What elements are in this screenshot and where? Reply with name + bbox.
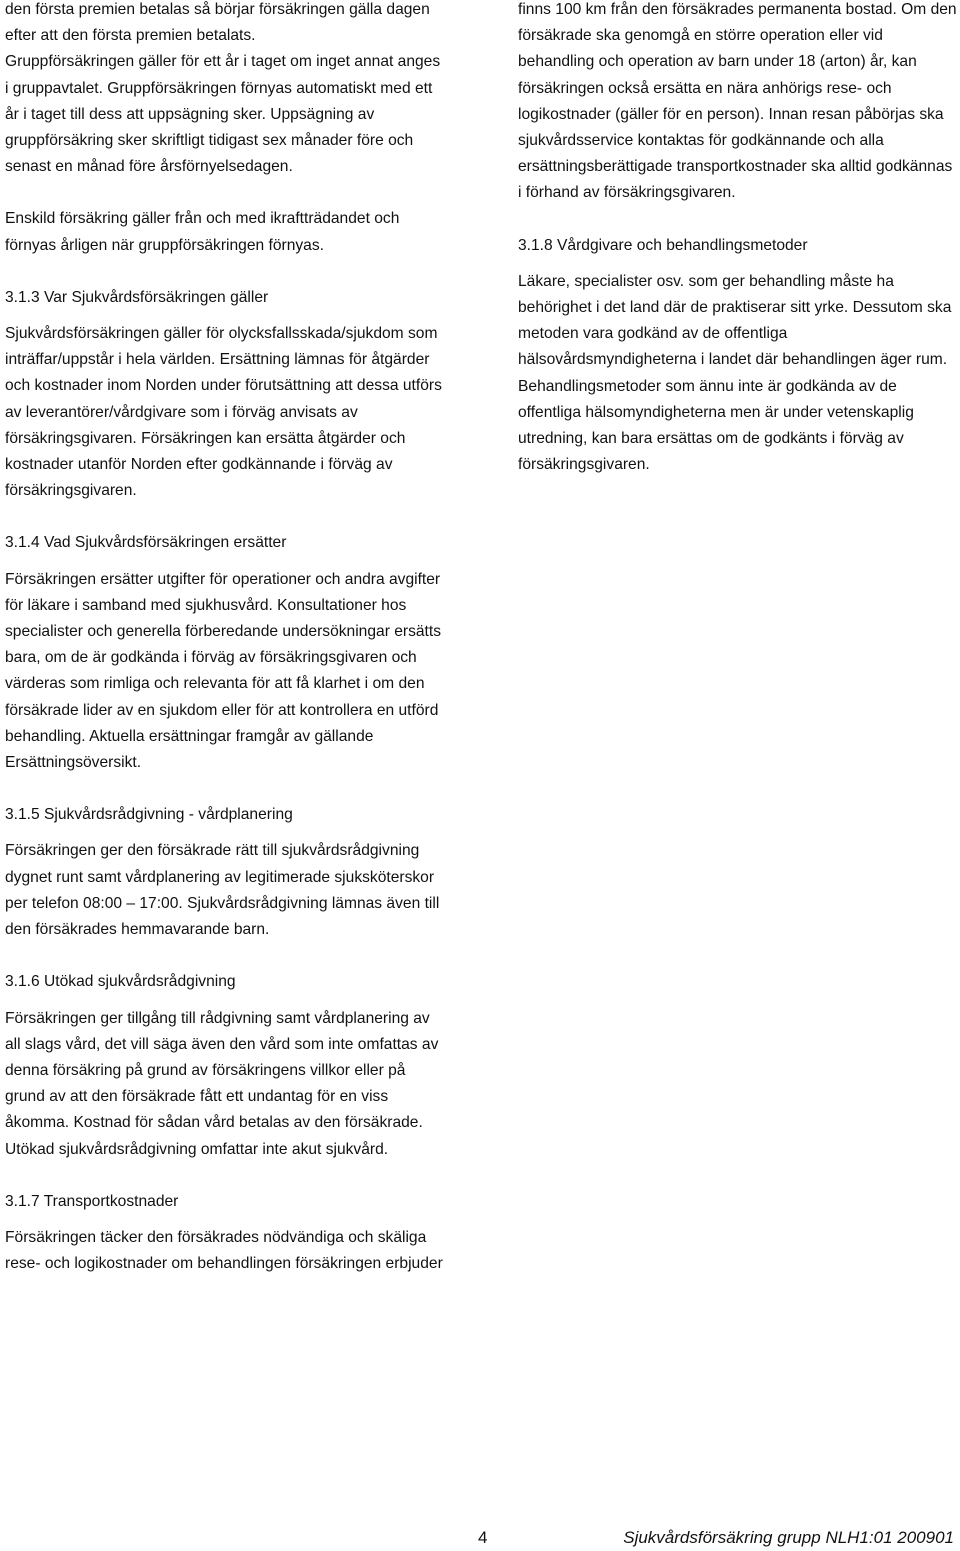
paragraph-3-1-6	[5, 1006, 455, 1163]
text-line: och kostnader inom Norden under förutsättning att dessa utförs	[5, 377, 442, 395]
text-line: denna försäkring på grund av försäkringens villkor eller på	[5, 1061, 406, 1079]
text-line: den första premien betalas så börjar försäkringen gälla dagen	[5, 1, 430, 18]
text-line: för läkare i samband med sjukhusvård. Konsultationer hos	[5, 596, 407, 614]
page-footer	[0, 1525, 960, 1551]
text-line: försäkrade lider av en sjukdom eller för att kontrollera en utförd	[5, 701, 439, 719]
text-line: dygnet runt samt vårdplanering av legitimerade sjuksköterskor	[5, 868, 435, 886]
text-line: av leverantörer/vårdgivare som i förväg anvisats av	[5, 403, 358, 421]
text-line: metoden vara godkänd av de offentliga	[518, 325, 788, 343]
text-line: hälsovårdsmyndigheterna i landet där behandlingen äger rum.	[518, 351, 948, 369]
text-line: efter att den första premien betalats.	[5, 27, 256, 45]
text-line: Behandlingsmetoder som ännu inte är godkända av de	[518, 377, 897, 395]
text-line: inträffar/uppstår i hela världen. Ersättning lämnas för åtgärder	[5, 351, 430, 369]
text-line: försäkrade ska genomgå en större operation eller vid	[518, 27, 883, 45]
text-line: förnyas årligen när gruppförsäkringen förnyas.	[5, 236, 324, 254]
text-line: värderas som rimliga och relevanta för att få klarhet i om den	[5, 675, 425, 693]
text-line: specialister och generella förberedande undersökningar ersätts	[5, 623, 442, 641]
text-line: logikostnader (gäller för en person). Innan resan påbörjas ska	[518, 105, 944, 123]
text-line: ersättningsberättigade transportkostnader ska alltid godkännas	[518, 158, 953, 176]
text-line: finns 100 km från den försäkrades permanenta bostad. Om den	[518, 1, 957, 18]
section-heading-3-1-4: 3.1.4 Vad Sjukvårdsförsäkringen ersätter	[5, 534, 287, 552]
text-line: Försäkringen ger den försäkrade rätt till sjukvårdsrådgivning	[5, 842, 420, 860]
text-line: Gruppförsäkringen gäller för ett år i taget om inget annat anges	[5, 53, 441, 71]
text-line: behandling och operation av barn under 18 (arton) år, kan	[518, 53, 917, 71]
text-line: Läkare, specialister osv. som ger behandling måste ha	[518, 272, 894, 290]
left-column	[5, 0, 455, 1277]
section-heading-3-1-5: 3.1.5 Sjukvårdsrådgivning - vårdplanering	[5, 806, 293, 824]
text-line: behörighet i det land där de praktiserar sitt yrke. Dessutom ska	[518, 299, 952, 317]
text-line: Enskild försäkring gäller från och med ikraftträdandet och	[5, 210, 400, 228]
text-line: Försäkringen täcker den försäkrades nödvändiga och skäliga	[5, 1228, 427, 1246]
section-heading-3-1-8: 3.1.8 Vårdgivare och behandlingsmetoder	[518, 236, 808, 254]
document-identifier: Sjukvårdsförsäkring grupp NLH1:01 200901	[623, 1528, 954, 1547]
text-line: offentliga hälsomyndigheterna men är under vetenskaplig	[518, 403, 914, 421]
section-heading-3-1-7: 3.1.7 Transportkostnader	[5, 1192, 179, 1210]
text-line: all slags vård, det vill säga även den vård som inte omfattas av	[5, 1035, 439, 1053]
paragraph-intro	[5, 0, 455, 180]
paragraph-enskild	[5, 206, 455, 258]
text-line: Sjukvårdsförsäkringen gäller för olycksfallsskada/sjukdom som	[5, 325, 438, 343]
paragraph-3-1-5	[5, 838, 455, 943]
text-line: Försäkringen ersätter utgifter för operationer och andra avgifter	[5, 570, 441, 588]
page-number: 4	[478, 1528, 488, 1547]
text-line: Ersättningsöversikt.	[5, 754, 142, 772]
text-line: försäkringsgivaren.	[518, 456, 650, 474]
paragraph-3-1-3	[5, 321, 455, 504]
text-line: bara, om de är godkända i förväg av försäkringsgivaren och	[5, 649, 417, 667]
text-line: år i taget till dess att uppsägning sker. Uppsägning av	[5, 105, 375, 123]
text-line: den försäkrades hemmavarande barn.	[5, 921, 270, 939]
text-line: grund av att den försäkrade fått ett undantag för en viss	[5, 1088, 389, 1106]
text-line: senast en månad före årsförnyelsedagen.	[5, 158, 293, 176]
right-column	[518, 0, 958, 478]
text-line: försäkringen också ersätta en nära anhörigs rese- och	[518, 79, 892, 97]
text-line: Försäkringen ger tillgång till rådgivning samt vårdplanering av	[5, 1009, 430, 1027]
text-line: åkomma. Kostnad för sådan vård betalas av den försäkrade.	[5, 1114, 423, 1132]
text-line: försäkringsgivaren. Försäkringen kan ersätta åtgärder och	[5, 429, 406, 447]
text-line: rese- och logikostnader om behandlingen försäkringen erbjuder	[5, 1255, 443, 1273]
section-heading-3-1-3: 3.1.3 Var Sjukvårdsförsäkringen gäller	[5, 288, 269, 306]
paragraph-3-1-4	[5, 567, 455, 777]
text-line: i förhand av försäkringsgivaren.	[518, 184, 736, 202]
text-line: gruppförsäkring sker skriftligt tidigast sex månader före och	[5, 132, 414, 150]
text-line: kostnader utanför Norden efter godkännande i förväg av	[5, 456, 393, 474]
section-heading-3-1-6: 3.1.6 Utökad sjukvårdsrådgivning	[5, 973, 236, 991]
text-line: Utökad sjukvårdsrådgivning omfattar inte akut sjukvård.	[5, 1140, 389, 1158]
text-line: i gruppavtalet. Gruppförsäkringen förnyas automatiskt med ett	[5, 79, 433, 97]
paragraph-3-1-7	[5, 1225, 455, 1277]
text-line: sjukvårdsservice kontaktas för godkännande och alla	[518, 132, 884, 150]
text-line: behandling. Aktuella ersättningar framgår av gällande	[5, 727, 374, 745]
text-line: utredning, kan bara ersättas om de godkänts i förväg av	[518, 430, 904, 448]
text-line: per telefon 08:00 – 17:00. Sjukvårdsrådgivning lämnas även till	[5, 894, 440, 912]
paragraph-3-1-8	[518, 269, 958, 479]
paragraph-transport-continued	[518, 0, 958, 207]
text-line: försäkringsgivaren.	[5, 482, 137, 500]
